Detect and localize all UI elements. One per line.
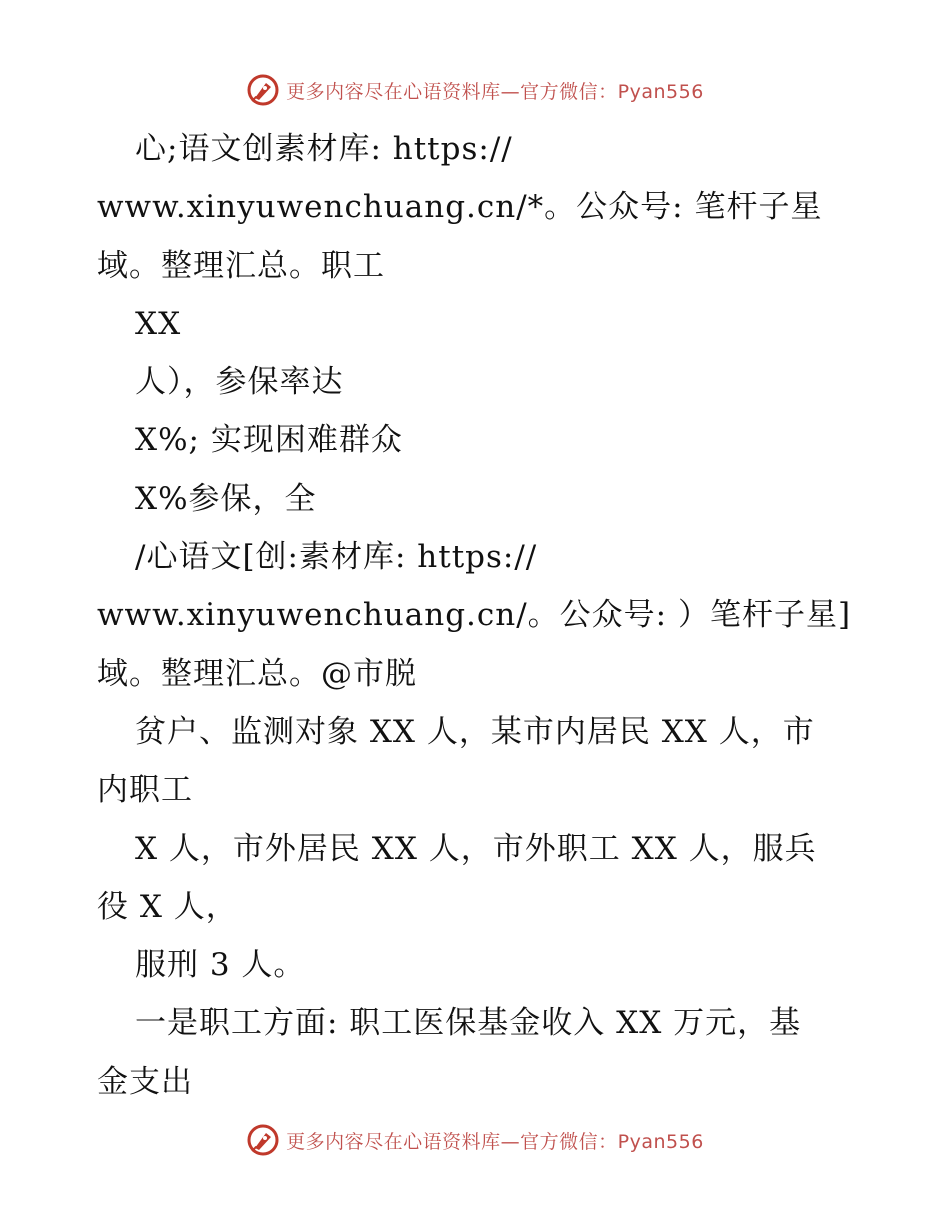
text-line: 域。整理汇总。职工: [97, 247, 385, 284]
text-line: www.xinyuwenchuang.cn/。公众号: ）笔杆子星]: [97, 597, 852, 634]
text-line: 金支出: [97, 1063, 193, 1100]
text-line: 一是职工方面: 职工医保基金收入 XX 万元，基: [135, 1005, 802, 1042]
text-line: www.xinyuwenchuang.cn/*。公众号: 笔杆子星: [97, 189, 823, 226]
text-line: 域。整理汇总。@市脱: [97, 655, 417, 692]
text-line: X%参保，全: [135, 480, 317, 517]
text-line: X%; 实现困难群众: [135, 422, 403, 459]
header-banner-text: 更多内容尽在心语资料库—官方微信：Pyan556: [286, 80, 704, 103]
text-line: X 人，市外居民 XX 人，市外职工 XX 人，服兵: [135, 830, 817, 867]
text-line: XX: [135, 305, 182, 342]
text-line: 役 X 人，: [97, 888, 238, 925]
text-line: 服刑 3 人。: [135, 947, 306, 984]
text-line: 贫户、监测对象 XX 人，某市内居民 XX 人，市: [135, 713, 815, 750]
document-body: [97, 120, 857, 1111]
header-banner: [0, 70, 950, 110]
text-line: 人），参保率达: [135, 364, 344, 401]
footer-banner: [0, 1120, 950, 1160]
footer-banner-text: 更多内容尽在心语资料库—官方微信：Pyan556: [286, 1130, 704, 1153]
text-line: /心语文[创:素材库: https://: [135, 539, 538, 576]
text-line: 心;语文创素材库: https://: [135, 131, 513, 167]
pen-nib-logo-icon: [246, 1123, 280, 1157]
pen-nib-logo-icon: [246, 73, 280, 107]
text-line: 内职工: [97, 772, 193, 809]
